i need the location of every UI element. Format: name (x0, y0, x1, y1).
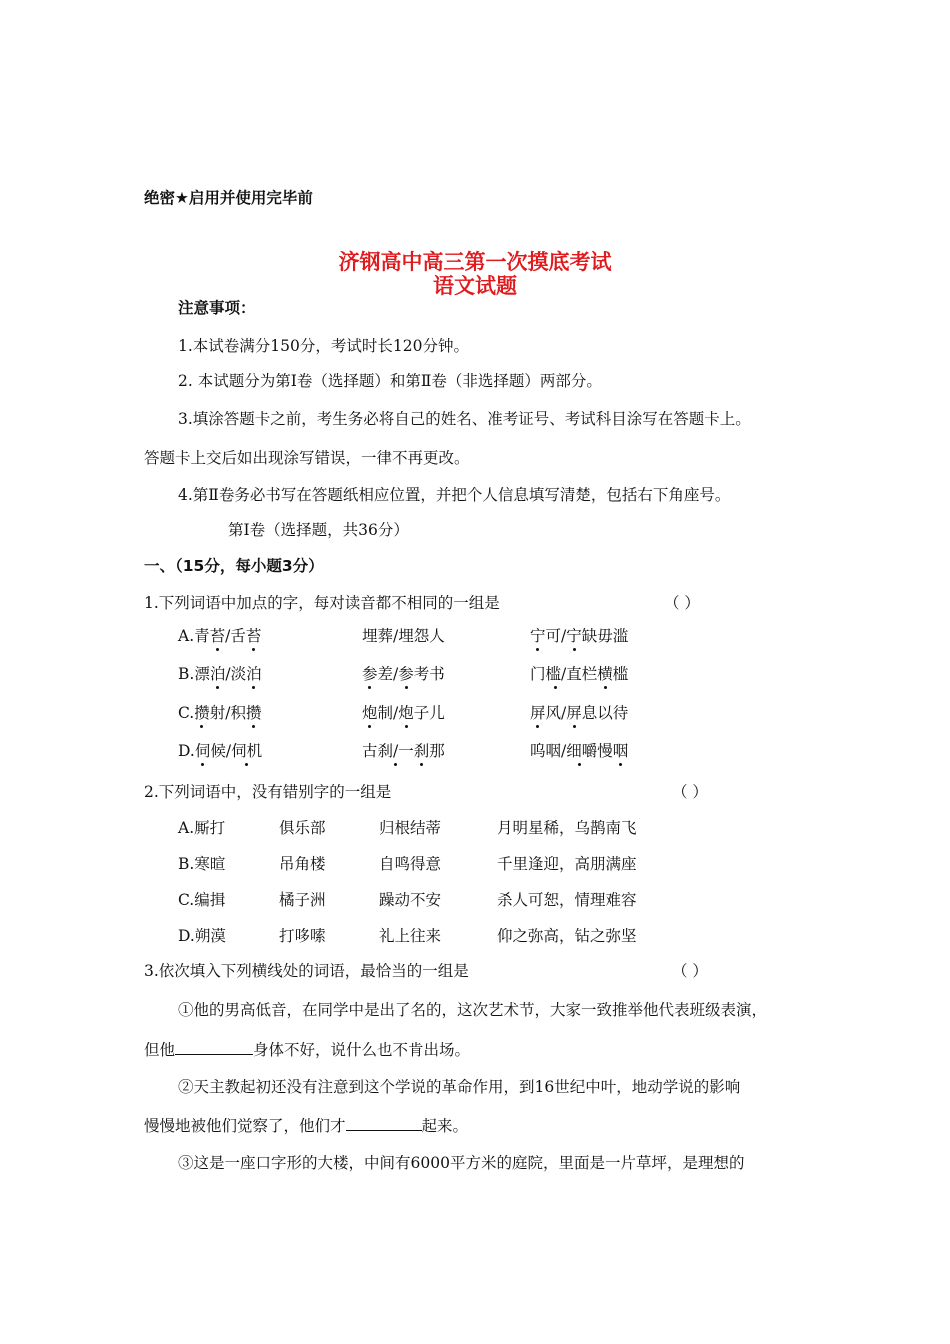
exam-subtitle: 语文试题 (433, 274, 517, 298)
notice-heading: 注意事项： (178, 299, 256, 317)
notice-item-1: 1.本试卷满分150分，考试时长120分钟。 (178, 337, 469, 355)
q3-sentence-1-cont: 但他 身体不好，说什么也不肯出场。 (144, 1041, 471, 1059)
q3-sentence-2: ②天主教起初还没有注意到这个学说的革命作用，到16世纪中叶，地动学说的影响 (178, 1078, 741, 1096)
section-1-heading: 一、（15分，每小题3分） (144, 557, 324, 575)
q3-sentence-2-cont: 慢慢地被他们觉察了，他们才 起来。 (144, 1117, 469, 1135)
exam-title: 济钢高中高三第一次摸底考试 (338, 250, 612, 274)
q3-blank-2 (346, 1116, 422, 1131)
q3-stem: 3.依次填入下列横线处的词语，最恰当的一组是 (144, 962, 469, 980)
notice-item-3-cont: 答题卡上交后如出现涂写错误，一律不再更改。 (144, 449, 470, 467)
notice-item-3: 3.填涂答题卡之前，考生务必将自己的姓名、准考证号、考试科目涂写在答题卡上。 (178, 410, 751, 428)
q1-stem: 1.下列词语中加点的字，每对读音都不相同的一组是 (144, 594, 500, 612)
notice-item-4: 4.第Ⅱ卷务必书写在答题纸相应位置，并把个人信息填写清楚，包括右下角座号。 (178, 486, 731, 504)
q3-blank-1 (175, 1040, 253, 1055)
q3-sentence-3: ③这是一座口字形的大楼，中间有6000平方米的庭院，里面是一片草坪，是理想的 (178, 1154, 745, 1172)
q2-stem: 2.下列词语中，没有错别字的一组是 (144, 783, 392, 801)
confidential-mark: 绝密★启用并使用完毕前 (144, 189, 313, 207)
q3-answer-paren: （ ） (672, 962, 708, 980)
q3-sentence-1: ①他的男高低音，在同学中是出了名的，这次艺术节，大家一致推举他代表班级表演， (178, 1001, 768, 1019)
volume-1-heading: 第Ⅰ卷（选择题，共36分） (228, 521, 409, 539)
q2-answer-paren: （ ） (672, 783, 708, 801)
notice-item-2: 2. 本试题分为第Ⅰ卷（选择题）和第Ⅱ卷（非选择题）两部分。 (178, 372, 602, 390)
q1-answer-paren: （ ） (664, 594, 700, 612)
